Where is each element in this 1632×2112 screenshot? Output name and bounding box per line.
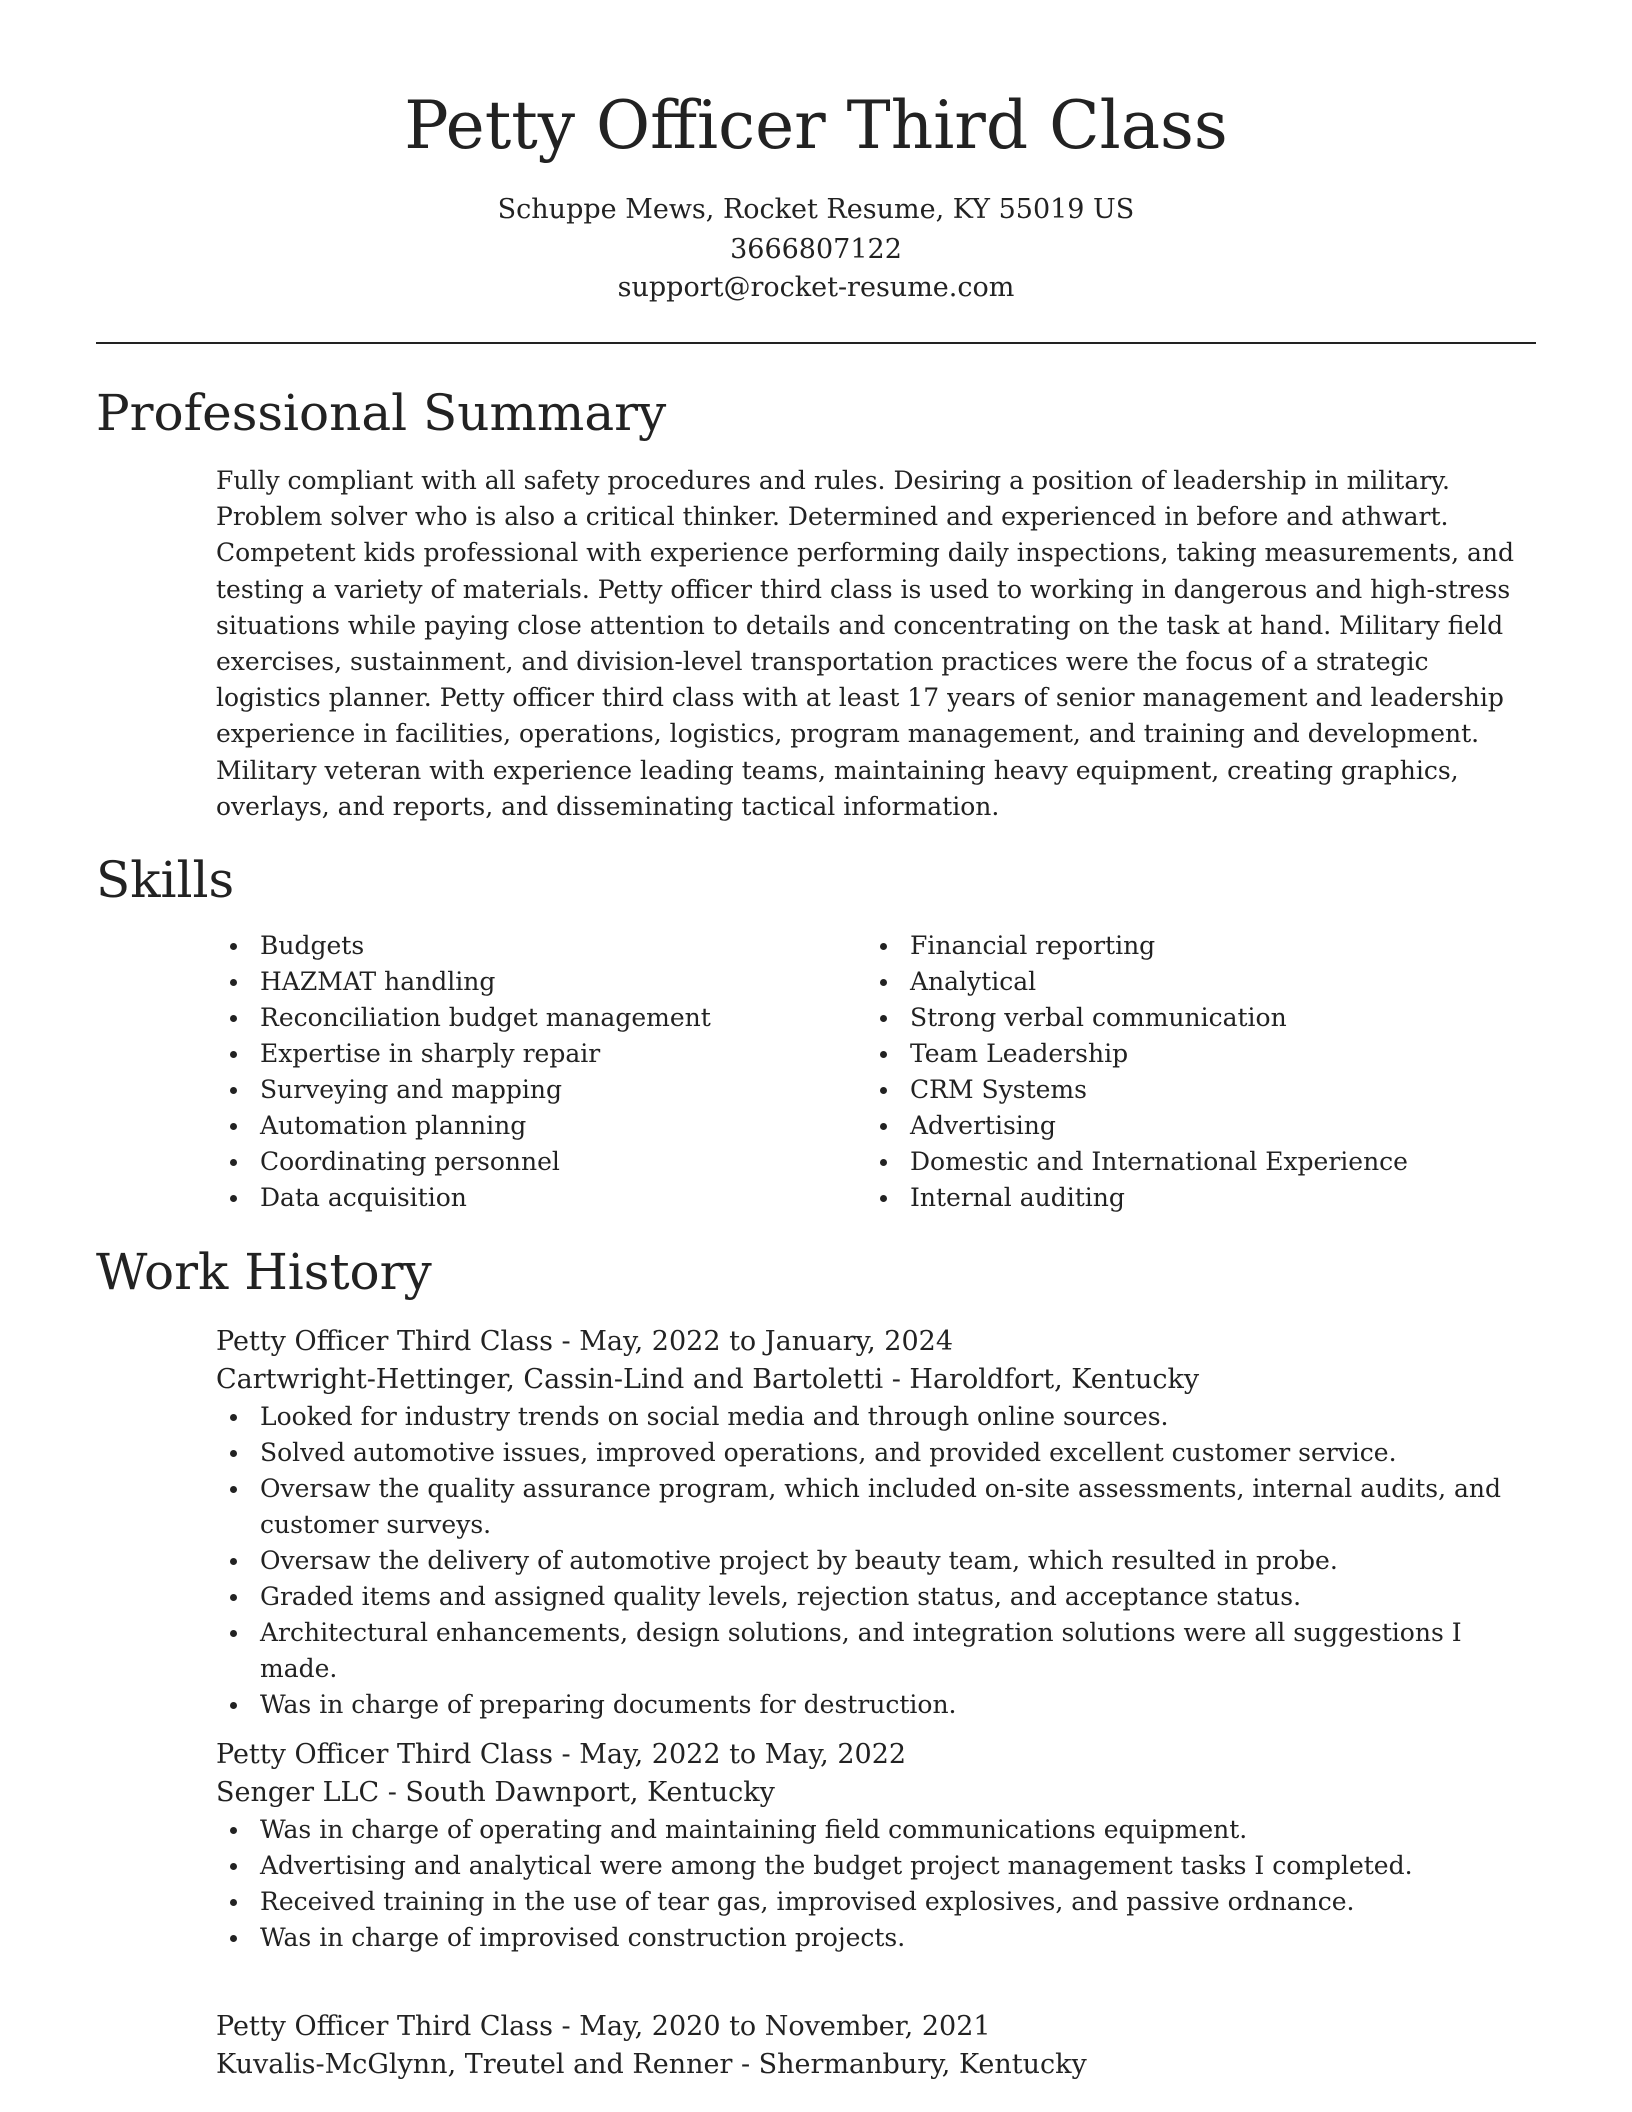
skill-item: Reconciliation budget management bbox=[216, 1000, 816, 1036]
job-duty-item: Architectural enhancements, design solutions, and integration solutions were all suggestions I made. bbox=[216, 1615, 1536, 1687]
skill-item: Advertising bbox=[866, 1108, 1536, 1144]
header-divider bbox=[96, 342, 1536, 344]
skill-item: Expertise in sharply repair bbox=[216, 1036, 816, 1072]
skills-column-right bbox=[866, 928, 1536, 1216]
skills-list-left bbox=[216, 928, 816, 1216]
job-entry bbox=[216, 1736, 1536, 1956]
job-company-location: Kuvalis-McGlynn, Treutel and Renner - Shermanbury, Kentucky bbox=[216, 2049, 1087, 2080]
skill-item: Data acquisition bbox=[216, 1180, 816, 1216]
skill-item: Team Leadership bbox=[866, 1036, 1536, 1072]
skill-item: Budgets bbox=[216, 928, 816, 964]
skills-list-right bbox=[866, 928, 1536, 1216]
job-duty-item: Graded items and assigned quality levels, rejection status, and acceptance status. bbox=[216, 1579, 1536, 1615]
job-title-dates: Petty Officer Third Class - May, 2022 to January, 2024 bbox=[216, 1326, 954, 1357]
skill-item: Coordinating personnel bbox=[216, 1144, 816, 1180]
skill-item: HAZMAT handling bbox=[216, 964, 816, 1000]
job-duty-item: Oversaw the quality assurance program, which included on-site assessments, internal audits, and customer surveys. bbox=[216, 1471, 1536, 1543]
job-duty-item: Oversaw the delivery of automotive project by beauty team, which resulted in probe. bbox=[216, 1543, 1536, 1579]
job-duty-item: Looked for industry trends on social media and through online sources. bbox=[216, 1399, 1536, 1435]
skill-item: Automation planning bbox=[216, 1108, 816, 1144]
work-history-heading: Work History bbox=[96, 1243, 432, 1301]
skill-item: Analytical bbox=[866, 964, 1536, 1000]
skill-item: Internal auditing bbox=[866, 1180, 1536, 1216]
skill-item: Strong verbal communication bbox=[866, 1000, 1536, 1036]
resume-name: Petty Officer Third Class bbox=[404, 87, 1228, 164]
contact-address: Schuppe Mews, Rocket Resume, KY 55019 US bbox=[497, 194, 1135, 225]
job-title-dates: Petty Officer Third Class - May, 2022 to May, 2022 bbox=[216, 1739, 907, 1770]
skill-item: Domestic and International Experience bbox=[866, 1144, 1536, 1180]
skill-item: Financial reporting bbox=[866, 928, 1536, 964]
job-entry bbox=[216, 1323, 1536, 1723]
job-duties-list bbox=[216, 1812, 1536, 1956]
job-title-dates: Petty Officer Third Class - May, 2020 to November, 2021 bbox=[216, 2011, 991, 2042]
skills-heading: Skills bbox=[96, 851, 235, 909]
job-company-location: Senger LLC - South Dawnport, Kentucky bbox=[216, 1777, 775, 1808]
contact-phone: 3666807122 bbox=[730, 234, 902, 265]
job-company-location: Cartwright-Hettinger, Cassin-Lind and Bartoletti - Haroldfort, Kentucky bbox=[216, 1364, 1200, 1395]
job-duty-item: Was in charge of improvised construction projects. bbox=[216, 1920, 1536, 1956]
job-entry bbox=[216, 2008, 1536, 2084]
job-duties-list bbox=[216, 1399, 1536, 1723]
job-duty-item: Was in charge of preparing documents for destruction. bbox=[216, 1687, 1536, 1723]
skills-column-left bbox=[216, 928, 816, 1216]
job-duty-item: Was in charge of operating and maintaining field communications equipment. bbox=[216, 1812, 1536, 1848]
summary-heading: Professional Summary bbox=[96, 384, 667, 442]
job-duty-item: Advertising and analytical were among the budget project management tasks I completed. bbox=[216, 1848, 1536, 1884]
skill-item: Surveying and mapping bbox=[216, 1072, 816, 1108]
contact-email: support@rocket-resume.com bbox=[617, 272, 1015, 303]
skill-item: CRM Systems bbox=[866, 1072, 1536, 1108]
job-duty-item: Received training in the use of tear gas, improvised explosives, and passive ordnance. bbox=[216, 1884, 1536, 1920]
summary-text: Fully compliant with all safety procedures and rules. Desiring a position of leadership in military. Problem solver who is also a critical thinker. Determined and experienced in before and athwart. Competent kids professional with experience performing daily inspections, taking measurements, and testing a variety of materials. Petty officer third class is used to working in dangerous and high-stress situations while paying close attention to details and concentrating on the task at hand. Military field exercises, sustainment, and division-level transportation practices were the focus of a strategic logistics planner. Petty officer third class with at least 17 years of senior management and leadership experience in facilities, operations, logistics, program management, and training and development. Military veteran with experience leading teams, maintaining heavy equipment, creating graphics, overlays, and reports, and disseminating tactical information. bbox=[216, 466, 1514, 821]
job-duty-item: Solved automotive issues, improved operations, and provided excellent customer service. bbox=[216, 1435, 1536, 1471]
